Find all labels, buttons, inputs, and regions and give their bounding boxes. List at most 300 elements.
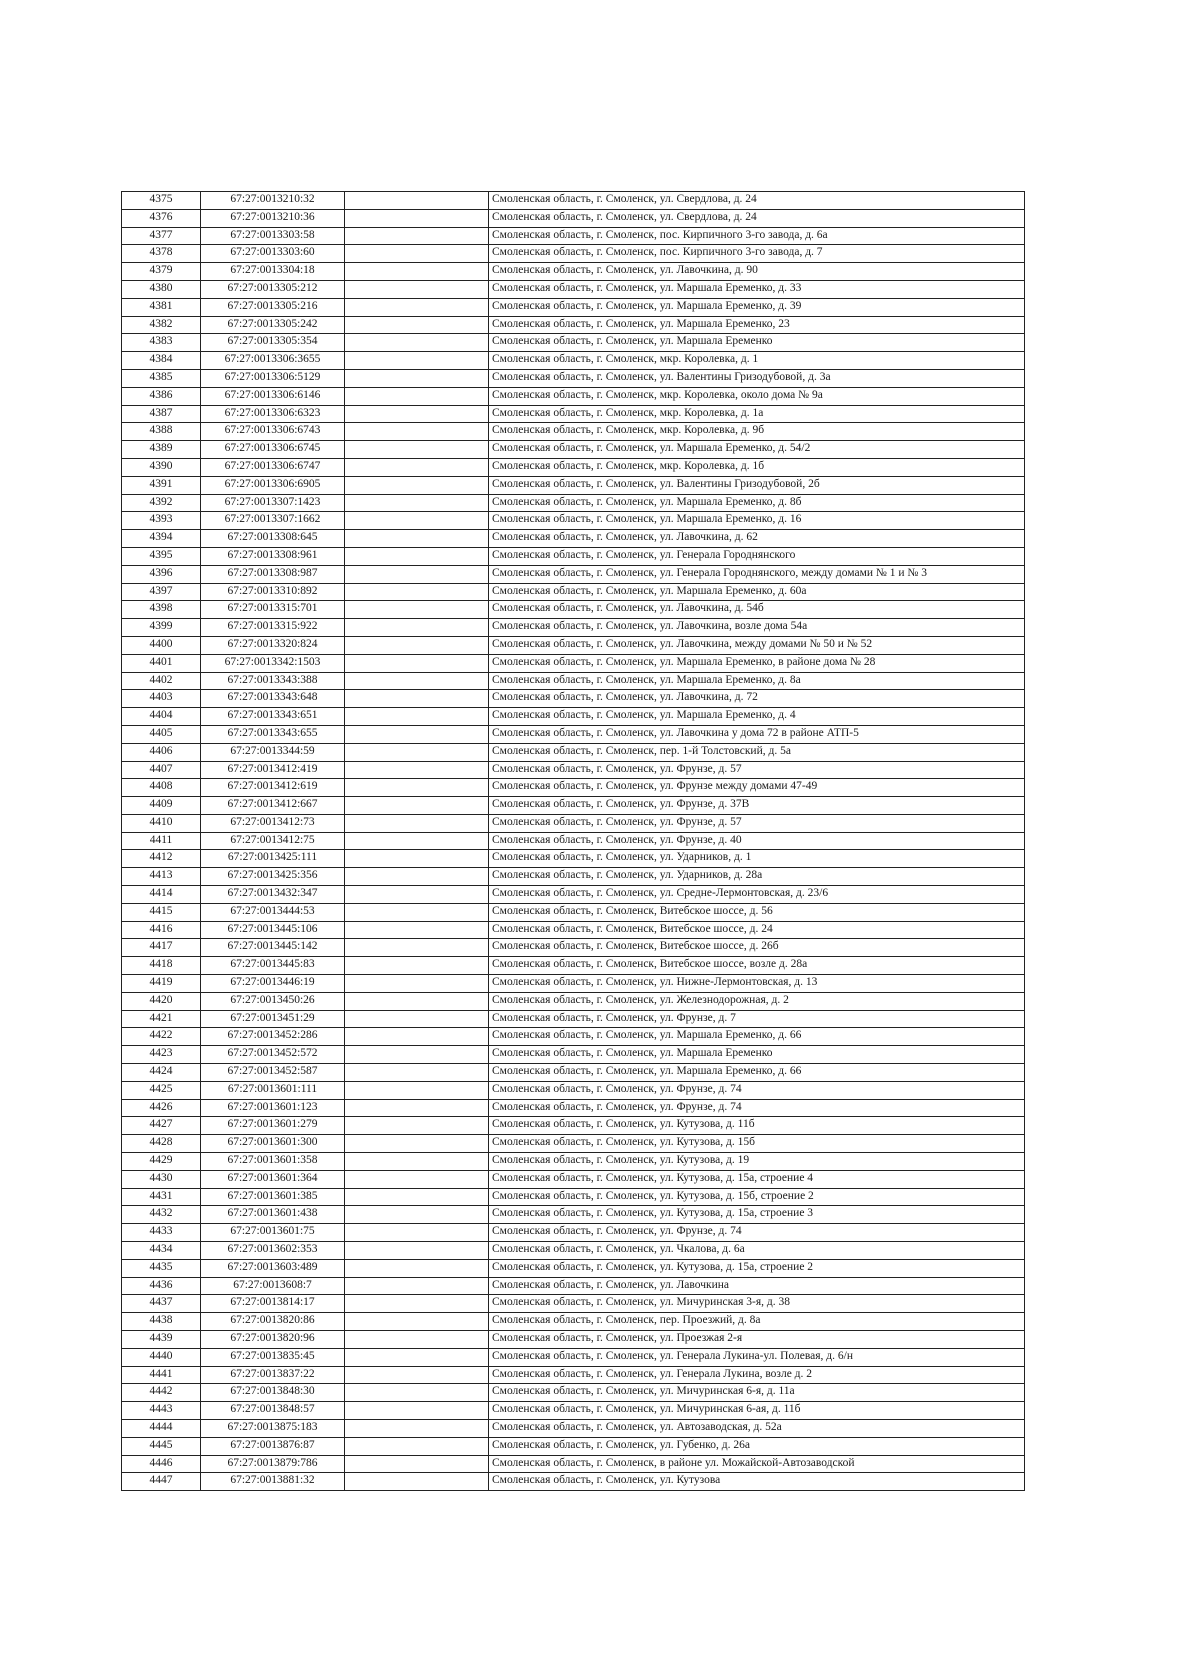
address: Смоленская область, г. Смоленск, Витебское шоссе, возле д. 28а [489, 957, 1025, 975]
cadastral-number: 67:27:0013875:183 [201, 1419, 345, 1437]
empty-cell [345, 1170, 489, 1188]
row-number: 4403 [122, 690, 201, 708]
cadastral-number: 67:27:0013315:922 [201, 619, 345, 637]
empty-cell [345, 1277, 489, 1295]
empty-cell [345, 423, 489, 441]
row-number: 4436 [122, 1277, 201, 1295]
empty-cell [345, 245, 489, 263]
cadastral-number: 67:27:0013879:786 [201, 1455, 345, 1473]
row-number: 4414 [122, 886, 201, 904]
cadastral-number: 67:27:0013608:7 [201, 1277, 345, 1295]
row-number: 4380 [122, 280, 201, 298]
cadastral-number: 67:27:0013304:18 [201, 263, 345, 281]
table-row [122, 209, 1025, 227]
empty-cell [345, 334, 489, 352]
row-number: 4381 [122, 298, 201, 316]
table-row [122, 1242, 1025, 1260]
empty-cell [345, 1046, 489, 1064]
table-row [122, 1277, 1025, 1295]
cadastral-number: 67:27:0013343:651 [201, 708, 345, 726]
table-row [122, 1455, 1025, 1473]
empty-cell [345, 1010, 489, 1028]
table-row [122, 921, 1025, 939]
table-row [122, 547, 1025, 565]
row-number: 4443 [122, 1402, 201, 1420]
empty-cell [345, 690, 489, 708]
cadastral-number: 67:27:0013425:111 [201, 850, 345, 868]
cadastral-number: 67:27:0013305:242 [201, 316, 345, 334]
address: Смоленская область, г. Смоленск, пер. Проезжий, д. 8а [489, 1313, 1025, 1331]
row-number: 4437 [122, 1295, 201, 1313]
cadastral-number: 67:27:0013412:73 [201, 814, 345, 832]
table-row [122, 458, 1025, 476]
empty-cell [345, 494, 489, 512]
table-row [122, 1224, 1025, 1242]
table-row [122, 975, 1025, 993]
row-number: 4413 [122, 868, 201, 886]
address: Смоленская область, г. Смоленск, ул. Фрунзе, д. 74 [489, 1081, 1025, 1099]
cadastral-number: 67:27:0013601:300 [201, 1135, 345, 1153]
cadastral-number: 67:27:0013306:6745 [201, 441, 345, 459]
empty-cell [345, 387, 489, 405]
row-number: 4434 [122, 1242, 201, 1260]
address: Смоленская область, г. Смоленск, ул. Фрунзе, д. 40 [489, 832, 1025, 850]
empty-cell [345, 975, 489, 993]
address: Смоленская область, г. Смоленск, ул. Кутузова, д. 11б [489, 1117, 1025, 1135]
cadastral-number: 67:27:0013848:57 [201, 1402, 345, 1420]
row-number: 4430 [122, 1170, 201, 1188]
address: Смоленская область, г. Смоленск, ул. Губенко, д. 26а [489, 1437, 1025, 1455]
row-number: 4402 [122, 672, 201, 690]
row-number: 4393 [122, 512, 201, 530]
table-row [122, 1259, 1025, 1277]
row-number: 4407 [122, 761, 201, 779]
row-number: 4400 [122, 636, 201, 654]
table-row [122, 779, 1025, 797]
row-number: 4378 [122, 245, 201, 263]
row-number: 4408 [122, 779, 201, 797]
table-row [122, 227, 1025, 245]
empty-cell [345, 192, 489, 210]
row-number: 4415 [122, 903, 201, 921]
cadastral-number: 67:27:0013305:212 [201, 280, 345, 298]
empty-cell [345, 1259, 489, 1277]
empty-cell [345, 921, 489, 939]
table-row [122, 654, 1025, 672]
table-row [122, 761, 1025, 779]
address: Смоленская область, г. Смоленск, ул. Маршала Еременко, д. 66 [489, 1028, 1025, 1046]
cadastral-number: 67:27:0013603:489 [201, 1259, 345, 1277]
empty-cell [345, 1206, 489, 1224]
cadastral-number: 67:27:0013305:216 [201, 298, 345, 316]
row-number: 4391 [122, 476, 201, 494]
table-row [122, 1348, 1025, 1366]
table-row [122, 263, 1025, 281]
empty-cell [345, 1348, 489, 1366]
cadastral-number: 67:27:0013451:29 [201, 1010, 345, 1028]
address: Смоленская область, г. Смоленск, мкр. Королевка, д. 1а [489, 405, 1025, 423]
table-row [122, 690, 1025, 708]
cadastral-number: 67:27:0013343:648 [201, 690, 345, 708]
cadastral-number: 67:27:0013876:87 [201, 1437, 345, 1455]
empty-cell [345, 1028, 489, 1046]
address: Смоленская область, г. Смоленск, ул. Маршала Еременко, д. 54/2 [489, 441, 1025, 459]
row-number: 4386 [122, 387, 201, 405]
empty-cell [345, 672, 489, 690]
table-row [122, 1331, 1025, 1349]
cadastral-number: 67:27:0013308:961 [201, 547, 345, 565]
table-row [122, 1437, 1025, 1455]
empty-cell [345, 1473, 489, 1491]
row-number: 4399 [122, 619, 201, 637]
empty-cell [345, 903, 489, 921]
empty-cell [345, 992, 489, 1010]
address: Смоленская область, г. Смоленск, ул. Лавочкина [489, 1277, 1025, 1295]
cadastral-number: 67:27:0013452:587 [201, 1064, 345, 1082]
row-number: 4405 [122, 725, 201, 743]
address: Смоленская область, г. Смоленск, пос. Кирпичного 3-го завода, д. 6а [489, 227, 1025, 245]
address: Смоленская область, г. Смоленск, мкр. Королевка, д. 9б [489, 423, 1025, 441]
row-number: 4412 [122, 850, 201, 868]
row-number: 4389 [122, 441, 201, 459]
address: Смоленская область, г. Смоленск, ул. Фрунзе, д. 37В [489, 797, 1025, 815]
cadastral-number: 67:27:0013306:6905 [201, 476, 345, 494]
empty-cell [345, 1153, 489, 1171]
address: Смоленская область, г. Смоленск, ул. Лавочкина, д. 54б [489, 601, 1025, 619]
cadastral-number: 67:27:0013412:75 [201, 832, 345, 850]
cadastral-number: 67:27:0013835:45 [201, 1348, 345, 1366]
table-row [122, 1064, 1025, 1082]
empty-cell [345, 743, 489, 761]
row-number: 4438 [122, 1313, 201, 1331]
empty-cell [345, 512, 489, 530]
land-plot-table [121, 191, 1025, 1491]
table-row [122, 1188, 1025, 1206]
cadastral-number: 67:27:0013343:388 [201, 672, 345, 690]
table-row [122, 583, 1025, 601]
empty-cell [345, 850, 489, 868]
row-number: 4395 [122, 547, 201, 565]
table-row [122, 672, 1025, 690]
address: Смоленская область, г. Смоленск, ул. Генерала Городнянского, между домами № 1 и № 3 [489, 565, 1025, 583]
empty-cell [345, 868, 489, 886]
row-number: 4377 [122, 227, 201, 245]
cadastral-number: 67:27:0013210:32 [201, 192, 345, 210]
address: Смоленская область, г. Смоленск, ул. Кутузова [489, 1473, 1025, 1491]
cadastral-number: 67:27:0013445:142 [201, 939, 345, 957]
table-row [122, 387, 1025, 405]
empty-cell [345, 405, 489, 423]
cadastral-number: 67:27:0013452:572 [201, 1046, 345, 1064]
address: Смоленская область, г. Смоленск, ул. Валентины Гризодубовой, д. 3а [489, 369, 1025, 387]
address: Смоленская область, г. Смоленск, Витебское шоссе, д. 24 [489, 921, 1025, 939]
address: Смоленская область, г. Смоленск, в районе ул. Можайской-Автозаводской [489, 1455, 1025, 1473]
table-row [122, 298, 1025, 316]
empty-cell [345, 1099, 489, 1117]
row-number: 4418 [122, 957, 201, 975]
table-row [122, 405, 1025, 423]
cadastral-number: 67:27:0013305:354 [201, 334, 345, 352]
table-row [122, 512, 1025, 530]
empty-cell [345, 725, 489, 743]
address: Смоленская область, г. Смоленск, ул. Лавочкина, д. 62 [489, 530, 1025, 548]
empty-cell [345, 298, 489, 316]
table-row [122, 1384, 1025, 1402]
address: Смоленская область, г. Смоленск, ул. Фрунзе, д. 7 [489, 1010, 1025, 1028]
row-number: 4411 [122, 832, 201, 850]
empty-cell [345, 547, 489, 565]
row-number: 4416 [122, 921, 201, 939]
row-number: 4394 [122, 530, 201, 548]
empty-cell [345, 1117, 489, 1135]
cadastral-number: 67:27:0013315:701 [201, 601, 345, 619]
cadastral-number: 67:27:0013450:26 [201, 992, 345, 1010]
cadastral-number: 67:27:0013820:96 [201, 1331, 345, 1349]
empty-cell [345, 458, 489, 476]
table-row [122, 334, 1025, 352]
table-row [122, 939, 1025, 957]
empty-cell [345, 654, 489, 672]
cadastral-number: 67:27:0013602:353 [201, 1242, 345, 1260]
empty-cell [345, 1366, 489, 1384]
empty-cell [345, 316, 489, 334]
table-row [122, 476, 1025, 494]
cadastral-number: 67:27:0013320:824 [201, 636, 345, 654]
empty-cell [345, 1242, 489, 1260]
row-number: 4444 [122, 1419, 201, 1437]
address: Смоленская область, г. Смоленск, ул. Кутузова, д. 19 [489, 1153, 1025, 1171]
address: Смоленская область, г. Смоленск, ул. Кутузова, д. 15а, строение 2 [489, 1259, 1025, 1277]
row-number: 4432 [122, 1206, 201, 1224]
address: Смоленская область, г. Смоленск, ул. Маршала Еременко, д. 33 [489, 280, 1025, 298]
address: Смоленская область, г. Смоленск, ул. Лавочкина, д. 90 [489, 263, 1025, 281]
row-number: 4388 [122, 423, 201, 441]
empty-cell [345, 369, 489, 387]
cadastral-number: 67:27:0013601:358 [201, 1153, 345, 1171]
address: Смоленская область, г. Смоленск, ул. Маршала Еременко [489, 1046, 1025, 1064]
empty-cell [345, 1455, 489, 1473]
address: Смоленская область, г. Смоленск, ул. Лавочкина, д. 72 [489, 690, 1025, 708]
address: Смоленская область, г. Смоленск, ул. Мичуринская 3-я, д. 38 [489, 1295, 1025, 1313]
cadastral-number: 67:27:0013445:83 [201, 957, 345, 975]
cadastral-number: 67:27:0013814:17 [201, 1295, 345, 1313]
table-row [122, 832, 1025, 850]
cadastral-number: 67:27:0013601:438 [201, 1206, 345, 1224]
cadastral-number: 67:27:0013601:364 [201, 1170, 345, 1188]
table-row [122, 1117, 1025, 1135]
cadastral-number: 67:27:0013425:356 [201, 868, 345, 886]
address: Смоленская область, г. Смоленск, ул. Генерала Лукина-ул. Полевая, д. 6/н [489, 1348, 1025, 1366]
row-number: 4379 [122, 263, 201, 281]
row-number: 4409 [122, 797, 201, 815]
empty-cell [345, 1224, 489, 1242]
cadastral-number: 67:27:0013342:1503 [201, 654, 345, 672]
cadastral-number: 67:27:0013210:36 [201, 209, 345, 227]
row-number: 4421 [122, 1010, 201, 1028]
address: Смоленская область, г. Смоленск, мкр. Королевка, д. 1 [489, 352, 1025, 370]
empty-cell [345, 263, 489, 281]
row-number: 4422 [122, 1028, 201, 1046]
cadastral-number: 67:27:0013881:32 [201, 1473, 345, 1491]
row-number: 4384 [122, 352, 201, 370]
address: Смоленская область, г. Смоленск, ул. Фрунзе, д. 74 [489, 1224, 1025, 1242]
row-number: 4404 [122, 708, 201, 726]
row-number: 4376 [122, 209, 201, 227]
row-number: 4385 [122, 369, 201, 387]
row-number: 4375 [122, 192, 201, 210]
table-row [122, 601, 1025, 619]
row-number: 4433 [122, 1224, 201, 1242]
cadastral-number: 67:27:0013446:19 [201, 975, 345, 993]
row-number: 4417 [122, 939, 201, 957]
empty-cell [345, 886, 489, 904]
cadastral-number: 67:27:0013848:30 [201, 1384, 345, 1402]
row-number: 4392 [122, 494, 201, 512]
cadastral-number: 67:27:0013308:987 [201, 565, 345, 583]
table-row [122, 1206, 1025, 1224]
cadastral-number: 67:27:0013307:1423 [201, 494, 345, 512]
address: Смоленская область, г. Смоленск, пер. 1-й Толстовский, д. 5а [489, 743, 1025, 761]
address: Смоленская область, г. Смоленск, ул. Кутузова, д. 15б, строение 2 [489, 1188, 1025, 1206]
cadastral-number: 67:27:0013412:619 [201, 779, 345, 797]
table-row [122, 1099, 1025, 1117]
cadastral-number: 67:27:0013412:419 [201, 761, 345, 779]
table-row [122, 530, 1025, 548]
table-row [122, 1366, 1025, 1384]
table-body [122, 192, 1025, 1491]
empty-cell [345, 957, 489, 975]
row-number: 4439 [122, 1331, 201, 1349]
row-number: 4425 [122, 1081, 201, 1099]
row-number: 4398 [122, 601, 201, 619]
table-row [122, 708, 1025, 726]
row-number: 4447 [122, 1473, 201, 1491]
address: Смоленская область, г. Смоленск, мкр. Королевка, около дома № 9а [489, 387, 1025, 405]
table-row [122, 1081, 1025, 1099]
row-number: 4396 [122, 565, 201, 583]
address: Смоленская область, г. Смоленск, ул. Фрунзе, д. 57 [489, 814, 1025, 832]
address: Смоленская область, г. Смоленск, ул. Свердлова, д. 24 [489, 209, 1025, 227]
empty-cell [345, 601, 489, 619]
cadastral-number: 67:27:0013310:892 [201, 583, 345, 601]
table-row [122, 636, 1025, 654]
address: Смоленская область, г. Смоленск, ул. Кутузова, д. 15б [489, 1135, 1025, 1153]
cadastral-number: 67:27:0013601:385 [201, 1188, 345, 1206]
table-row [122, 1473, 1025, 1491]
address: Смоленская область, г. Смоленск, Витебское шоссе, д. 26б [489, 939, 1025, 957]
address: Смоленская область, г. Смоленск, ул. Кутузова, д. 15а, строение 4 [489, 1170, 1025, 1188]
table-row [122, 992, 1025, 1010]
table-row [122, 280, 1025, 298]
table-row [122, 494, 1025, 512]
address: Смоленская область, г. Смоленск, ул. Ударников, д. 28а [489, 868, 1025, 886]
empty-cell [345, 280, 489, 298]
table-row [122, 369, 1025, 387]
address: Смоленская область, г. Смоленск, ул. Лавочкина, возле дома 54а [489, 619, 1025, 637]
cadastral-number: 67:27:0013307:1662 [201, 512, 345, 530]
cadastral-number: 67:27:0013303:58 [201, 227, 345, 245]
address: Смоленская область, г. Смоленск, ул. Генерала Лукина, возле д. 2 [489, 1366, 1025, 1384]
address: Смоленская область, г. Смоленск, ул. Ударников, д. 1 [489, 850, 1025, 868]
cadastral-number: 67:27:0013306:6323 [201, 405, 345, 423]
address: Смоленская область, г. Смоленск, ул. Маршала Еременко, д. 60а [489, 583, 1025, 601]
empty-cell [345, 565, 489, 583]
row-number: 4431 [122, 1188, 201, 1206]
cadastral-number: 67:27:0013601:111 [201, 1081, 345, 1099]
cadastral-number: 67:27:0013432:347 [201, 886, 345, 904]
address: Смоленская область, г. Смоленск, ул. Маршала Еременко, д. 16 [489, 512, 1025, 530]
row-number: 4420 [122, 992, 201, 1010]
row-number: 4410 [122, 814, 201, 832]
address: Смоленская область, г. Смоленск, ул. Нижне-Лермонтовская, д. 13 [489, 975, 1025, 993]
address: Смоленская область, г. Смоленск, ул. Маршала Еременко [489, 334, 1025, 352]
address: Смоленская область, г. Смоленск, пос. Кирпичного 3-го завода, д. 7 [489, 245, 1025, 263]
table-row [122, 797, 1025, 815]
address: Смоленская область, г. Смоленск, ул. Мичуринская 6-я, д. 11а [489, 1384, 1025, 1402]
table-row [122, 1046, 1025, 1064]
empty-cell [345, 1384, 489, 1402]
table-row [122, 868, 1025, 886]
row-number: 4387 [122, 405, 201, 423]
row-number: 4427 [122, 1117, 201, 1135]
empty-cell [345, 476, 489, 494]
cadastral-number: 67:27:0013601:279 [201, 1117, 345, 1135]
table-row [122, 352, 1025, 370]
empty-cell [345, 227, 489, 245]
empty-cell [345, 209, 489, 227]
table-row [122, 1153, 1025, 1171]
row-number: 4382 [122, 316, 201, 334]
row-number: 4406 [122, 743, 201, 761]
row-number: 4419 [122, 975, 201, 993]
row-number: 4429 [122, 1153, 201, 1171]
address: Смоленская область, г. Смоленск, ул. Фрунзе между домами 47-49 [489, 779, 1025, 797]
empty-cell [345, 441, 489, 459]
table-row [122, 565, 1025, 583]
row-number: 4441 [122, 1366, 201, 1384]
cadastral-number: 67:27:0013601:123 [201, 1099, 345, 1117]
cadastral-number: 67:27:0013344:59 [201, 743, 345, 761]
row-number: 4446 [122, 1455, 201, 1473]
cadastral-number: 67:27:0013306:5129 [201, 369, 345, 387]
row-number: 4401 [122, 654, 201, 672]
address: Смоленская область, г. Смоленск, Витебское шоссе, д. 56 [489, 903, 1025, 921]
empty-cell [345, 779, 489, 797]
table-row [122, 1402, 1025, 1420]
row-number: 4440 [122, 1348, 201, 1366]
table-row [122, 903, 1025, 921]
address: Смоленская область, г. Смоленск, ул. Валентины Гризодубовой, 2б [489, 476, 1025, 494]
table-row [122, 743, 1025, 761]
empty-cell [345, 1295, 489, 1313]
cadastral-number: 67:27:0013820:86 [201, 1313, 345, 1331]
empty-cell [345, 832, 489, 850]
address: Смоленская область, г. Смоленск, ул. Средне-Лермонтовская, д. 23/6 [489, 886, 1025, 904]
cadastral-number: 67:27:0013343:655 [201, 725, 345, 743]
cadastral-number: 67:27:0013452:286 [201, 1028, 345, 1046]
table-row [122, 619, 1025, 637]
empty-cell [345, 352, 489, 370]
cadastral-number: 67:27:0013445:106 [201, 921, 345, 939]
empty-cell [345, 530, 489, 548]
table-row [122, 1028, 1025, 1046]
address: Смоленская область, г. Смоленск, ул. Фрунзе, д. 74 [489, 1099, 1025, 1117]
row-number: 4383 [122, 334, 201, 352]
address: Смоленская область, г. Смоленск, ул. Маршала Еременко, д. 66 [489, 1064, 1025, 1082]
address: Смоленская область, г. Смоленск, мкр. Королевка, д. 1б [489, 458, 1025, 476]
table-row [122, 423, 1025, 441]
table-row [122, 850, 1025, 868]
